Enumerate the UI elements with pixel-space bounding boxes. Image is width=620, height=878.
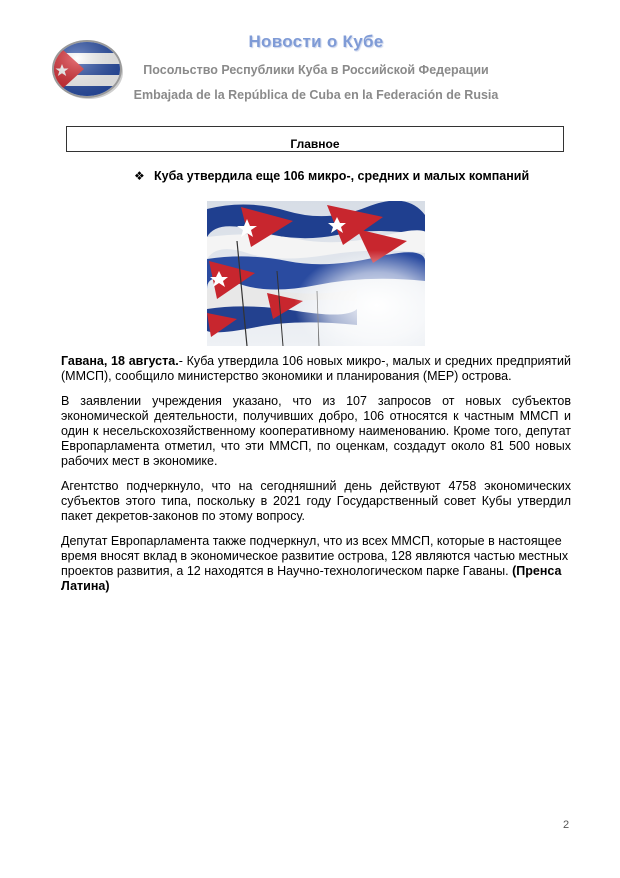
article-lead-text: - Куба утвердила 106 новых микро-, малых и средних предприятий (ММСП), сообщило министерство экономики и планирования (МЕР) острова. xyxy=(61,354,571,383)
site-title: Новости о Кубе xyxy=(248,32,384,51)
article-dateline: Гавана, 18 августа. xyxy=(61,354,179,368)
article-headline: Куба утвердила еще 106 микро-, средних и малых компаний xyxy=(154,169,530,183)
article-paragraph-1 xyxy=(61,354,571,384)
article-paragraph-3: Агентство подчеркнуло, что на сегодняшний день действуют 4758 экономических субъектов этого типа, поскольку в 2021 году Государственный совет Кубы утвердил пакет декретов-законов по этому вопросу. xyxy=(61,479,571,523)
embassy-name-russian: Посольство Республики Куба в Российской Федерации xyxy=(143,63,489,77)
article-photo xyxy=(207,201,425,346)
section-label: Главное xyxy=(290,137,340,151)
article-paragraph-4 xyxy=(61,534,571,594)
cuban-flag-logo-icon xyxy=(50,38,124,100)
section-header-box xyxy=(66,126,564,152)
article-source: (Пренса Латина) xyxy=(61,564,562,593)
cuban-flags-photo-icon xyxy=(207,201,425,346)
article-paragraph-4-text: Депутат Европарламента также подчеркнул, что из всех ММСП, которые в настоящее время вносят вклад в экономическое развитие острова, 128 являются частью местных проектов развития, а 12 находятся в Научно-технологическом парке Гаваны. xyxy=(61,534,569,578)
logo xyxy=(50,38,124,100)
article-headline-row xyxy=(134,169,529,183)
article-body xyxy=(61,354,571,604)
embassy-name-spanish: Embajada de la República de Cuba en la Federación de Rusia xyxy=(133,88,499,102)
page-number: 2 xyxy=(563,819,570,831)
article-paragraph-2: В заявлении учреждения указано, что из 107 запросов от новых субъектов экономической деятельности, получивших добро, 106 относятся к частным ММСП и один к несельскохозяйственному кооперативному наименованию. Кроме того, депутат Европарламента отметил, что эти ММСП, по оценкам, создадут около 81 500 новых рабочих мест в экономике. xyxy=(61,394,571,468)
bullet-diamond-icon: ❖ xyxy=(134,169,145,183)
